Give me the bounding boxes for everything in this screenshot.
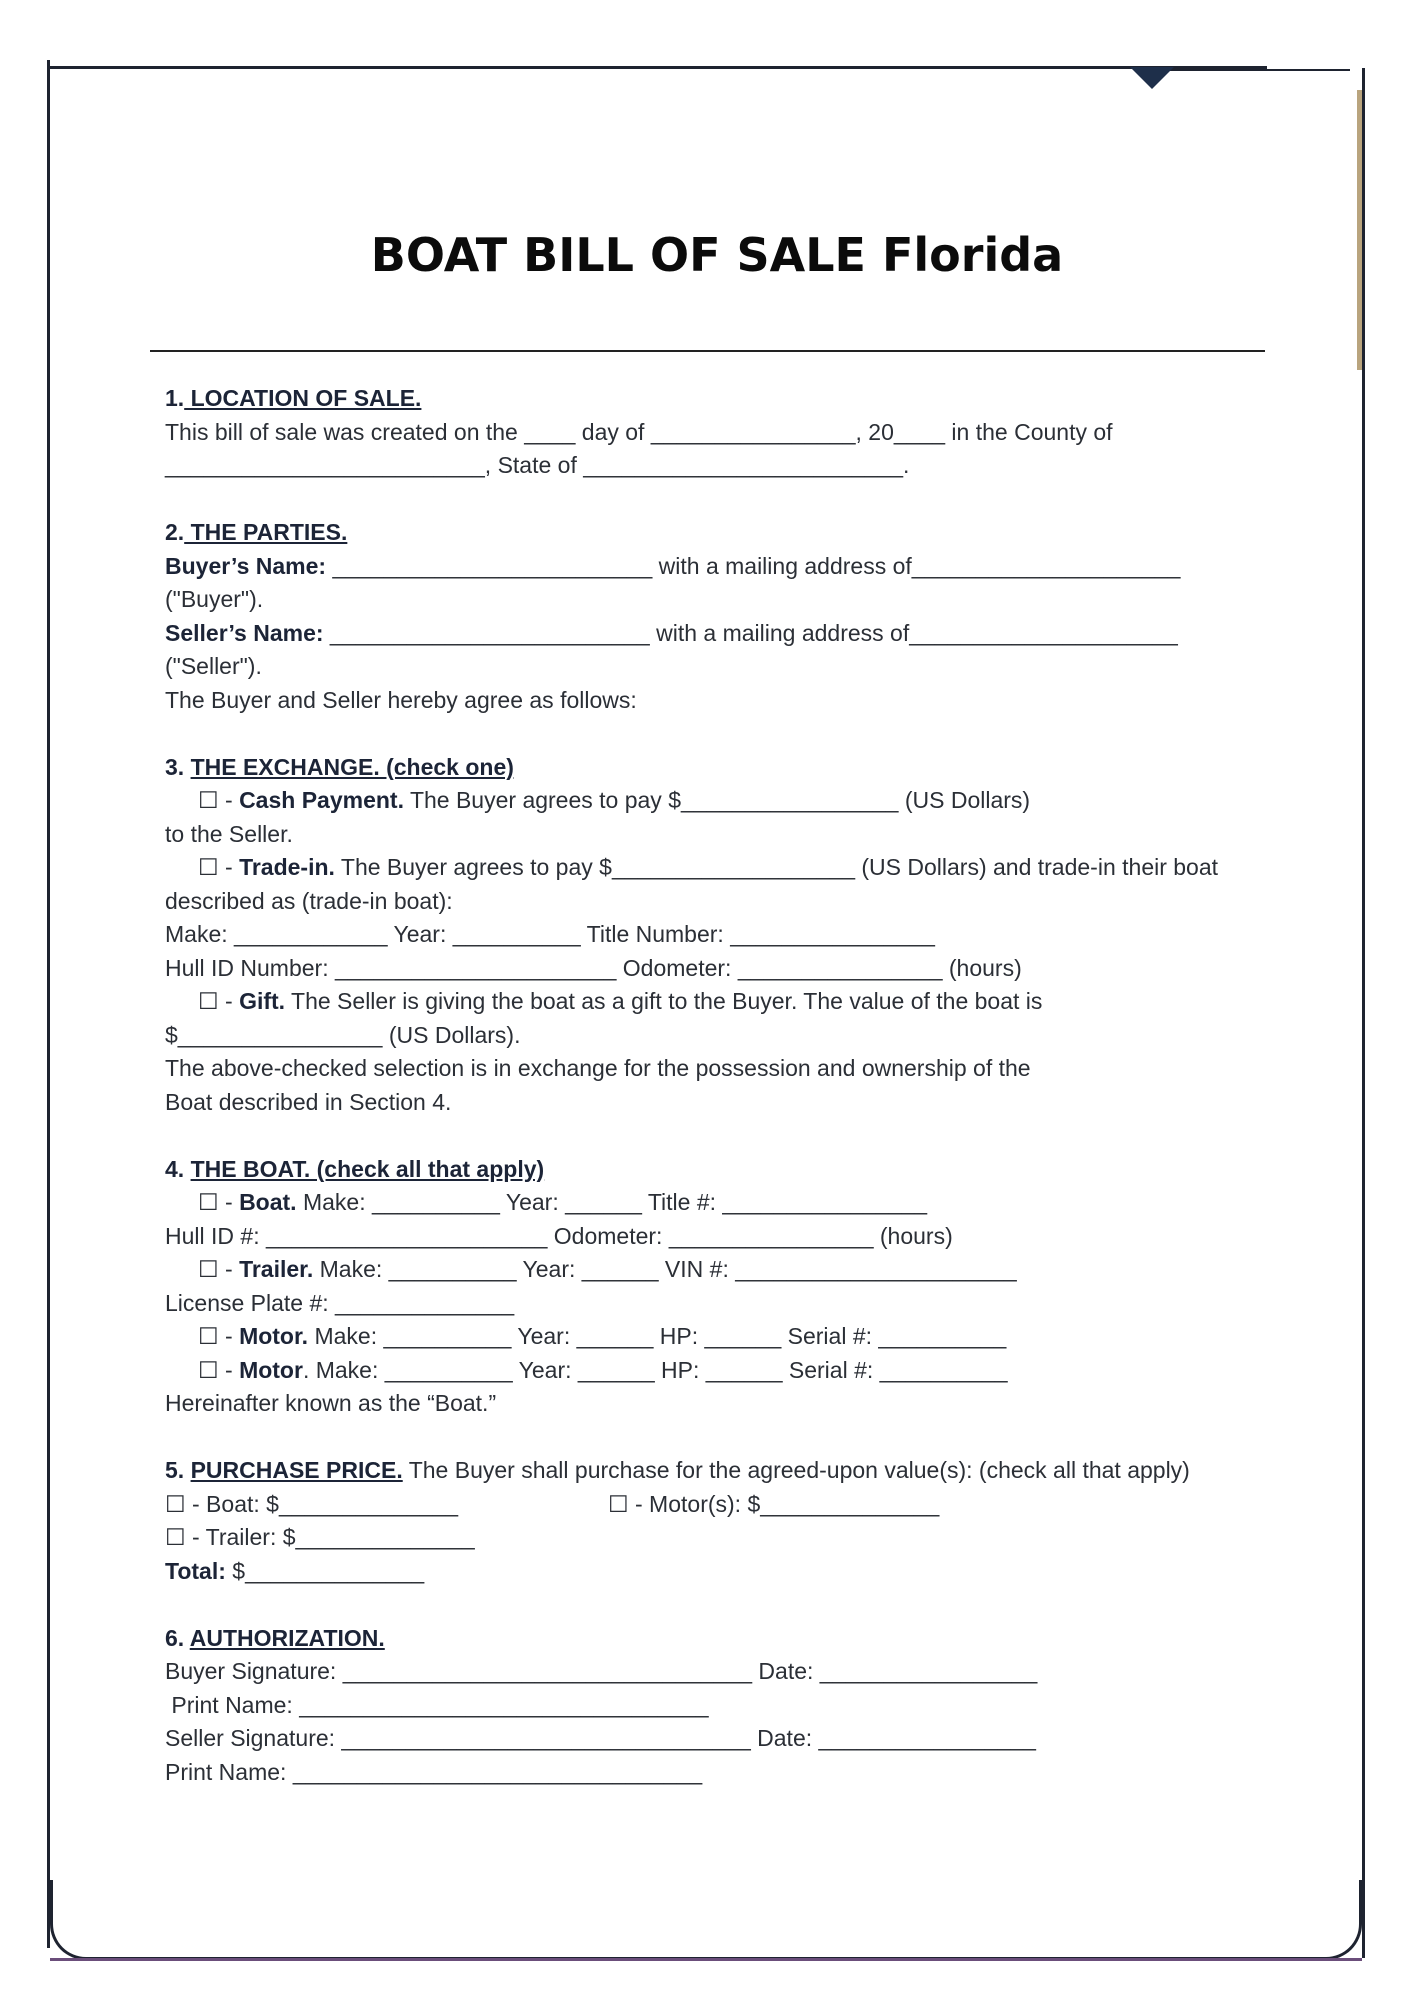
boat-checkbox[interactable]: ☐ - bbox=[198, 1189, 240, 1215]
seller-print-name-line[interactable]: Print Name: ________________________________ bbox=[165, 1758, 703, 1785]
cash-payment-option[interactable]: ☐ - Cash Payment. The Buyer agrees to pay $_________________ (US Dollars) bbox=[198, 787, 1031, 813]
agreement-text: The Buyer and Seller hereby agree as follows: bbox=[165, 686, 637, 713]
gift-checkbox[interactable]: ☐ - bbox=[198, 988, 240, 1014]
section-2-heading: 2. THE PARTIES. bbox=[165, 519, 348, 545]
page-frame-left bbox=[47, 60, 50, 1948]
motor-1-checkbox[interactable]: ☐ - bbox=[198, 1323, 240, 1349]
exchange-note-2: Boat described in Section 4. bbox=[165, 1088, 452, 1115]
price-motors-field[interactable]: ☐ - Motor(s): $______________ bbox=[608, 1490, 940, 1517]
seller-signature-line[interactable]: Seller Signature: ________________________________ Date: _________________ bbox=[165, 1725, 1036, 1751]
section-1-line-2[interactable]: _________________________, State of _________________________. bbox=[165, 452, 910, 478]
trade-in-checkbox[interactable]: ☐ - bbox=[198, 854, 240, 880]
trade-in-option[interactable]: ☐ - Trade-in. The Buyer agrees to pay $___________________ (US Dollars) and trade-in their boat bbox=[198, 854, 1219, 880]
page-frame-top-right bbox=[1150, 69, 1350, 71]
boat-known-as: Hereinafter known as the “Boat.” bbox=[165, 1390, 497, 1416]
price-boat-and-motors[interactable] bbox=[165, 1488, 1285, 1522]
trailer-checkbox[interactable]: ☐ - bbox=[198, 1256, 240, 1282]
seller-tag: ("Seller"). bbox=[165, 653, 262, 679]
price-boat-field[interactable]: ☐ - Boat: $______________ bbox=[165, 1490, 459, 1517]
price-trailer-field[interactable]: ☐ - Trailer: $______________ bbox=[165, 1524, 475, 1550]
page-corner-notch bbox=[1130, 67, 1174, 89]
gift-option[interactable]: ☐ - Gift. The Seller is giving the boat as a gift to the Buyer. The value of the boat is bbox=[198, 988, 1043, 1014]
trade-in-tail: described as (trade-in boat): bbox=[165, 887, 453, 914]
exchange-note-1: The above-checked selection is in exchange for the possession and ownership of the bbox=[165, 1055, 1031, 1081]
boat-hull-line[interactable]: Hull ID #: ______________________ Odometer: ________________ (hours) bbox=[165, 1222, 953, 1249]
buyer-name-line[interactable]: Buyer’s Name: _________________________ with a mailing address of_____________________ bbox=[165, 552, 1181, 579]
page-frame-top bbox=[47, 66, 1267, 69]
section-1-line-1[interactable]: This bill of sale was created on the ____ day of ________________, 20____ in the County of bbox=[165, 418, 1113, 445]
trailer-option[interactable]: ☐ - Trailer. Make: __________ Year: ______ VIN #: ______________________ bbox=[198, 1256, 1017, 1282]
section-4-heading: 4. THE BOAT. (check all that apply) bbox=[165, 1155, 545, 1182]
motor-option-1[interactable]: ☐ - Motor. Make: __________ Year: ______ HP: ______ Serial #: __________ bbox=[198, 1323, 1007, 1349]
section-5-heading: 5. PURCHASE PRICE. The Buyer shall purchase for the agreed-upon value(s): (check all that apply) bbox=[165, 1457, 1190, 1483]
cash-payment-tail: to the Seller. bbox=[165, 820, 293, 847]
motor-2-checkbox[interactable]: ☐ - bbox=[198, 1356, 240, 1383]
price-total-field[interactable]: Total: $______________ bbox=[165, 1557, 425, 1584]
buyer-print-name-line[interactable]: Print Name: ________________________________ bbox=[165, 1691, 709, 1718]
trade-in-hull-line[interactable]: Hull ID Number: ______________________ Odometer: ________________ (hours) bbox=[165, 954, 1022, 981]
seller-name-line[interactable]: Seller’s Name: _________________________ with a mailing address of_____________________ bbox=[165, 619, 1178, 646]
document-body bbox=[165, 382, 1285, 1789]
page-frame-bottom bbox=[50, 1880, 1362, 1960]
trade-in-make-line[interactable]: Make: ____________ Year: __________ Title Number: ________________ bbox=[165, 921, 935, 947]
gift-value-line[interactable]: $________________ (US Dollars). bbox=[165, 1021, 521, 1048]
title-divider bbox=[150, 350, 1265, 352]
section-6-heading: 6. AUTHORIZATION. bbox=[165, 1624, 385, 1651]
section-3-heading: 3. THE EXCHANGE. (check one) bbox=[165, 753, 514, 780]
trailer-plate-line[interactable]: License Plate #: ______________ bbox=[165, 1289, 515, 1316]
document-title: BOAT BILL OF SALE Florida bbox=[370, 228, 1064, 282]
buyer-signature-line[interactable]: Buyer Signature: ________________________________ Date: _________________ bbox=[165, 1658, 1038, 1684]
cash-payment-checkbox[interactable]: ☐ - bbox=[198, 787, 240, 813]
section-1-heading: 1. LOCATION OF SALE. bbox=[165, 385, 422, 411]
motor-option-2[interactable]: ☐ - Motor. Make: __________ Year: ______ HP: ______ Serial #: __________ bbox=[198, 1356, 1008, 1383]
page-frame-right bbox=[1362, 68, 1365, 1958]
boat-option[interactable]: ☐ - Boat. Make: __________ Year: ______ Title #: ________________ bbox=[198, 1189, 928, 1215]
page-bottom-line bbox=[50, 1958, 1362, 1961]
buyer-tag: ("Buyer"). bbox=[165, 586, 264, 612]
